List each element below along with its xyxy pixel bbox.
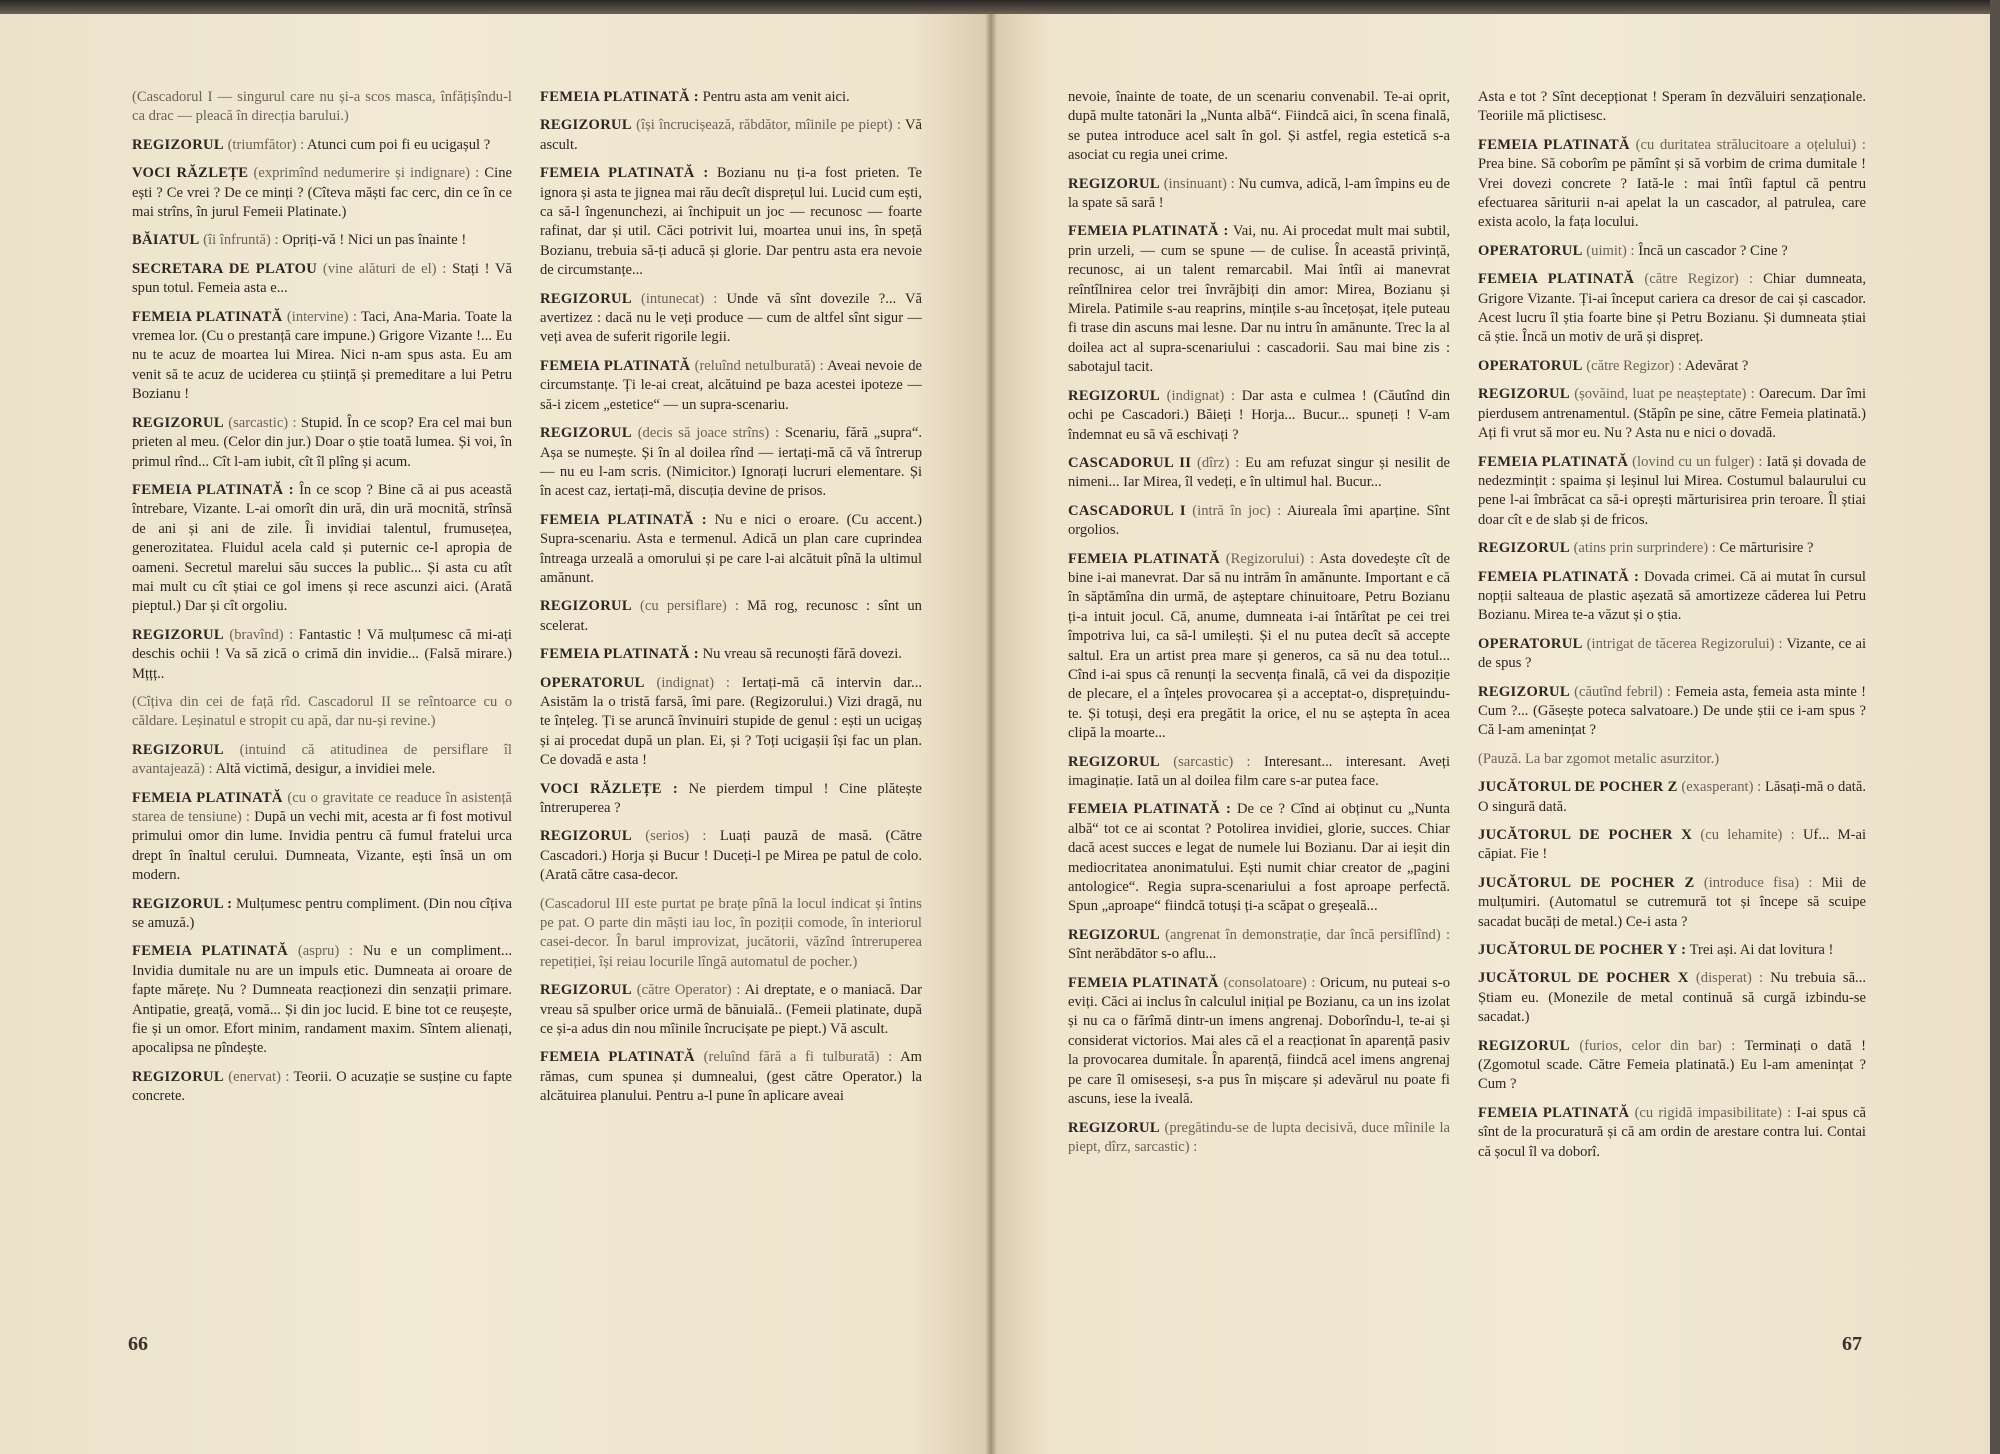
speaker-name: FEMEIA PLATINATĂ — [540, 1049, 695, 1066]
speaker-direction: (dîrz) : — [1197, 454, 1240, 471]
speaker-direction: (vine alături de el) : — [322, 260, 447, 277]
dialogue-line — [540, 780, 922, 819]
speech-text: Opriți-vă ! Nici un pas înainte ! — [282, 232, 467, 249]
book-gutter — [985, 0, 997, 1454]
dialogue-line — [1068, 926, 1450, 965]
speaker-name: CASCADORUL II — [1068, 454, 1192, 471]
stage-direction: (Pauză. La bar zgomot metalic asurzitor.) — [1478, 750, 1720, 767]
dialogue-line — [132, 231, 512, 250]
speaker-name: OPERATORUL — [1478, 242, 1583, 259]
speaker-name: REGIZORUL — [132, 414, 224, 431]
speaker-direction: (îi înfruntă) : — [203, 232, 279, 249]
speaker-direction: (consolatoare) : — [1223, 974, 1316, 991]
speaker-name: SECRETARA DE PLATOU — [132, 260, 318, 277]
speaker-name: VOCI RĂZLEȚE — [132, 165, 249, 182]
speech-text: Taci, Ana-Maria. Toate la vremea lor. (Cu o prestanță care impune.) Grigore Vizante !... Eu nu te acuz de moartea lui Mirea. Nici n-am spus asta. Eu am venit să te acuz de uciderea cu știință și premeditare a lui Petru Bozianu ! — [132, 308, 512, 403]
speaker-name: JUCĂTORUL DE POCHER Y : — [1478, 942, 1687, 959]
speaker-direction: (serios) : — [645, 828, 707, 845]
speaker-direction: (disperat) : — [1695, 970, 1764, 987]
dialogue-line — [1478, 453, 1866, 531]
speech-text: Încă un cascador ? Cine ? — [1638, 242, 1788, 259]
speech-text: Chiar dumneata, Grigore Vizante. Ți-ai început cariera ca dresor de cai și cascador. Acest lucru îl știa foarte bine și Petru Bozianu. Și dumneata știai că știe. Încă un motiv de ură și dispreț. — [1478, 271, 1866, 346]
speech-text: I-ai spus că sînt de la procuratură și că am ordin de arestare contra lui. Contai că șocul îl va doborî. — [1478, 1104, 1866, 1160]
dialogue-line — [540, 645, 922, 664]
speech-text: Vizante, ce ai de spus ? — [1478, 635, 1866, 672]
speech-text: Nu cumva, adică, l-am împins eu de la spate să sară ! — [1068, 175, 1450, 212]
speech-text: Stați ! Vă spun totul. Femeia asta e... — [132, 260, 512, 297]
left-page-column-1 — [132, 88, 512, 1318]
speech-text: În ce scop ? Bine că ai pus această întrebare, Vizante. L-ai omorît din ură, din ură mocnită, strînsă de ani și ani de zile. Îi invidiai talentul, frumusețea, generozitatea. Fluidul acela cald și puternic ce-l apropia de oameni. Secretul marelui său succes la public... Și asta cu atît mai mult cu cît știai ce gol imens și rece ascunzi aici. (Arată pieptul.) Dar și cît orgoliu. — [132, 481, 512, 615]
dialogue-line — [1478, 778, 1866, 817]
speaker-name: JUCĂTORUL DE POCHER X — [1478, 827, 1693, 843]
dialogue-line — [540, 1048, 922, 1106]
speech-text: Ne pierdem timpul ! Cine plătește întreruperea ? — [540, 780, 922, 816]
speaker-direction: (intuind că atitudinea de persiflare îl avantajează) : — [132, 741, 512, 778]
speaker-name: FEMEIA PLATINATĂ — [132, 308, 283, 325]
speaker-name: REGIZORUL — [1068, 175, 1160, 192]
speaker-direction: (indignat) : — [656, 674, 730, 691]
dialogue-line — [1068, 800, 1450, 916]
speech-text: Prea bine. Să coborîm pe pămînt și să vorbim de crima dumitale ! Vrei dovezi concrete ? Iată-le : mai întîi faptul că pentru efectuarea săriturii n-ai apelat la un cascador, al patrulea, care exista acolo, la fața locului. — [1478, 156, 1866, 231]
speech-text: Dovada crimei. Că ai mutat în cursul nopții salteaua de plastic așezată să amortizeze căderea lui Petru Bozianu. Mirea te-a văzut și o știa. — [1478, 568, 1866, 624]
speaker-direction: (către Regizor) : — [1586, 357, 1682, 374]
speech-text: Oarecum. Dar îmi pierdusem antrenamentul. (Stăpîn pe sine, către Femeia platinată.) Ați fi vrut să mor eu. Nu ? Asta nu e nici o dovadă. — [1478, 386, 1866, 442]
speaker-name: FEMEIA PLATINATĂ — [540, 357, 691, 374]
speaker-name: REGIZORUL — [1478, 386, 1570, 403]
dialogue-line — [540, 981, 922, 1039]
speaker-direction: (cu persiflare) : — [640, 598, 739, 615]
speech-text: Pentru asta am venit aici. — [702, 89, 850, 105]
dialogue-line — [132, 741, 512, 780]
dialogue-line — [540, 116, 922, 155]
speech-text: Vă ascult. — [540, 117, 922, 153]
continued-speech: nevoie, înainte de toate, de un scenariu convenabil. Te-ai oprit, după multe tatonări la „Nunta albă“. Fiindcă aici, în scena finală, se putea introduce acel salt în gol. Și astfel, regia estetică s-a asociat cu regia unei crime. — [1068, 89, 1450, 164]
speaker-name: REGIZORUL — [540, 982, 632, 999]
speaker-name: FEMEIA PLATINATĂ : — [132, 481, 294, 498]
right-page — [990, 0, 2000, 1454]
speaker-name: REGIZORUL : — [132, 895, 233, 912]
dialogue-line — [540, 357, 922, 415]
speaker-name: FEMEIA PLATINATĂ : — [540, 165, 709, 182]
speaker-name: FEMEIA PLATINATĂ — [1068, 550, 1220, 567]
top-edge — [0, 0, 2000, 14]
dialogue-line — [540, 164, 922, 280]
speaker-direction: (furios, celor din bar) : — [1579, 1037, 1736, 1054]
speaker-name: REGIZORUL — [132, 1068, 224, 1085]
dialogue-line — [1478, 1037, 1866, 1095]
dialogue-line — [1478, 826, 1866, 865]
speaker-name: REGIZORUL — [540, 598, 632, 615]
speech-text: După un vechi mit, acesta ar fi fost motivul primului omor din lume. Invidia pentru că fumul fratelui urca drept în înaltul cerului. Dumneata, Vizante, ești însă un om modern. — [132, 809, 512, 884]
speaker-name: OPERATORUL — [540, 674, 645, 691]
speaker-name: CASCADORUL I — [1068, 502, 1186, 519]
speaker-direction: (angrenat în demonstrație, dar încă persiflînd) : — [1165, 926, 1450, 943]
speech-text: Interesant... interesant. Aveți imaginație. Iată un al doilea film care s-ar putea face. — [1068, 753, 1450, 789]
speaker-direction: (reluînd fără a fi tulburată) : — [703, 1049, 893, 1066]
speech-text: Nu vreau să recunoști fără dovezi. — [702, 646, 902, 663]
speaker-direction: (către Operator) : — [636, 982, 741, 999]
speech-text: Mulțumesc pentru compliment. (Din nou cîțiva se amuză.) — [132, 895, 512, 932]
dialogue-line — [1068, 222, 1450, 377]
speaker-name: JUCĂTORUL DE POCHER Z — [1478, 874, 1695, 891]
speaker-name: REGIZORUL — [132, 136, 224, 153]
dialogue-line — [1478, 635, 1866, 674]
speaker-direction: (cu o gravitate ce readuce în asistență starea de tensiune) : — [132, 789, 512, 825]
speaker-direction: (intunecat) : — [641, 290, 718, 307]
dialogue-line — [132, 481, 512, 617]
speech-text: Lăsați-mă o dată. O singură dată. — [1478, 779, 1866, 815]
right-page-column-1 — [1068, 88, 1450, 1318]
speech-text: Iertați-mă că intervin dar... Asistăm la o tristă farsă, îmi pare. (Regizorului.) Vizi dragă, nu te înțeleg. Ți se aruncă învinuiri stupide de genul : ești un ucigaș și ai procedat după un plan. Ei, și ? Toți ucigașii își fac un plan. Ce dovadă e asta ! — [540, 674, 922, 769]
speaker-name: REGIZORUL — [540, 117, 632, 134]
dialogue-line — [132, 942, 512, 1058]
speaker-direction: (căutînd febril) : — [1574, 683, 1671, 700]
dialogue-line — [1478, 941, 1866, 960]
dialogue-line — [540, 88, 922, 107]
speech-text: Sînt nerăbdător s-o aflu... — [1068, 946, 1217, 963]
speech-text: Ai dreptate, e o maniacă. Dar vreau să spulber orice urmă de bănuială.. (Femeii platinate, după ce și-a adus din nou mîinile încrucișate pe piept.) Vă ascult. — [540, 982, 922, 1038]
speech-text: Uf... M-ai căpiat. Fie ! — [1478, 827, 1866, 863]
dialogue-line — [540, 597, 922, 636]
dialogue-line — [1068, 550, 1450, 744]
speaker-name: REGIZORUL — [540, 425, 632, 442]
speaker-name: FEMEIA PLATINATĂ — [1068, 974, 1219, 991]
speech-text: Stupid. În ce scop? Era cel mai bun prieten al meu. (Celor din jur.) Doar o știe toată lumea. Și voi, în primul rînd... Cît l-am iubit, cît îl plîng și acum. — [132, 414, 512, 470]
speaker-name: REGIZORUL — [1068, 1119, 1160, 1136]
speaker-name: FEMEIA PLATINATĂ : — [540, 89, 699, 105]
speech-text: Atunci cum poi fi eu ucigașul ? — [307, 136, 491, 153]
speaker-name: FEMEIA PLATINATĂ — [1478, 453, 1629, 470]
speaker-direction: (insinuant) : — [1163, 175, 1235, 192]
speaker-direction: (enervat) : — [228, 1068, 290, 1085]
speaker-direction: (intră în joc) : — [1192, 502, 1282, 519]
dialogue-line — [1068, 502, 1450, 541]
speech-text: Nu e nici o eroare. (Cu accent.) Supra-scenariu. Asta e termenul. Adică un plan care cuprindea întreaga urzeală a omorului și pe care l-ai alcătuit pînă la ultimul amănunt. — [540, 511, 922, 586]
dialogue-line — [1478, 874, 1866, 932]
speech-text: Dar asta e culmea ! (Căutînd din ochi pe Cascadori.) Băieți ! Horja... Bucur... spuneți ! V-am îndemnat eu să vă eschivați ? — [1068, 387, 1450, 443]
dialogue-line — [1068, 1119, 1450, 1158]
speaker-direction: (către Regizor) : — [1644, 271, 1753, 288]
speaker-direction: (decis să joace strîns) : — [637, 425, 780, 442]
continued-speech: Asta e tot ? Sînt decepționat ! Speram în dezvăluiri senzaționale. Teoriile mă plictisesc. — [1478, 89, 1866, 125]
dialogue-line — [132, 260, 512, 299]
speech-text: Oricum, nu puteai s-o eviți. Căci ai inclus în calculul inițial pe Bozianu, ca un ins izolat și nu ca o fărîmă dintr-un imens angrenaj. Doborîndu-l, te-ai și considerat victorios. Mai ales că el a reacționat în aparență pasiv la provocarea dumitale. În aparență, fiindcă acel imens angrenaj pe care îl omiseseși, s-a pus în mișcare și adevărul nu poate fi ascuns, iese la iveală. — [1068, 974, 1450, 1108]
speaker-name: FEMEIA PLATINATĂ — [132, 789, 283, 806]
left-page-column-2 — [540, 88, 922, 1318]
speaker-name: FEMEIA PLATINATĂ : — [1068, 801, 1232, 818]
speaker-name: FEMEIA PLATINATĂ : — [540, 646, 699, 663]
left-page — [0, 0, 990, 1454]
speaker-direction: (exasperant) : — [1681, 779, 1762, 796]
speaker-direction: (cu lehamite) : — [1700, 827, 1795, 843]
speaker-direction: (introduce fisa) : — [1703, 874, 1813, 891]
dialogue-line — [540, 290, 922, 348]
speaker-name: REGIZORUL — [1478, 540, 1570, 557]
speaker-name: REGIZORUL — [540, 828, 632, 845]
speaker-name: FEMEIA PLATINATĂ — [1478, 1104, 1630, 1121]
speech-text: Adevărat ? — [1684, 357, 1749, 374]
speaker-direction: (aspru) : — [297, 943, 354, 960]
dialogue-line — [132, 136, 512, 155]
speech-text: Vai, nu. Ai procedat mult mai subtil, prin urzeli, — cum se spune — de culise. În această privință, recunosc, ai un talent remarcabil. Mai întîi ai manevrat reîntîlnirea celor trei învrăjbiți din amor: Mirea, Bozianu și Mirela. Patimile s-au reaprins, mințile s-au încețoșat, ițele puteau fi trase din ascuns mai lesne. Dar nu intru în amănunte. Trec la al doilea act al supra-scenariului : cascadorii. Sau mai bine zis : sabotajul tacit. — [1068, 223, 1450, 376]
speaker-name: OPERATORUL — [1478, 357, 1583, 374]
speech-text: Unde vă sînt dovezile ?... Vă avertizez : dacă nu le veți produce — cum de altfel sînt sigur — veți avea de suferit rigorile legii. — [540, 290, 922, 346]
right-edge — [1990, 0, 2000, 1454]
speaker-direction: (sarcastic) : — [1173, 753, 1251, 770]
speaker-direction: (triumfător) : — [227, 136, 305, 153]
speaker-name: REGIZORUL — [1478, 1037, 1570, 1054]
speaker-name: REGIZORUL — [132, 741, 224, 758]
speech-text: Teorii. O acuzație se susține cu fapte concrete. — [132, 1068, 512, 1105]
speech-text: Iată și dovada de nedezmințit : spaima și leșinul lui Mirea. Costumul balaurului cu pene l-ai îmbrăcat ca să-i oprești mărturisirea prin teroare. Îl știai doar cît e de slab și de fricos. — [1478, 453, 1866, 528]
speech-text: Terminați o dată ! (Zgomotul scade. Către Femeia platinată.) Eu l-am amenințat ? Cum ? — [1478, 1037, 1866, 1093]
page-number: 66 — [128, 1333, 148, 1355]
speech-text: Asta dovedește cît de bine i-ai manevrat. Dar să nu intrăm în amănunte. Important e că în săptămîna din urmă, de așteptare chinuitoare, Petru Bozianu ți-a intuit jocul. Că, anume, dumneata i-ai întărîtat pe cei trei împotriva lui, ca să-l umilești. Și el nu putea decît să accepte saltul. Era un artist prea mare și generos, ca să nu dea totul... Cînd i-ai spus că renunți la secvența finală, că vei da dispoziție de plecare, el a înțeles provocarea și a acceptat-o, disprețuindu-te. Și totuși, deși era pregătit la orice, el nu se aștepta în acea clipă la moarte... — [1068, 550, 1450, 742]
speech-text: Ce mărturisire ? — [1719, 540, 1814, 557]
speaker-direction: (exprimînd nedumerire și indignare) : — [253, 165, 480, 182]
speech-text: Aiureala îmi aparține. Sînt orgolios. — [1068, 502, 1450, 539]
dialogue-line — [1478, 357, 1866, 376]
speaker-direction: (cu rigidă impasibilitate) : — [1634, 1104, 1792, 1121]
speaker-name: FEMEIA PLATINATĂ — [1478, 271, 1635, 288]
speaker-direction: (reluînd netulburată) : — [694, 357, 824, 374]
speaker-direction: (pregătindu-se de lupta decisivă, duce mîinile la piept, dîrz, sarcastic) : — [1068, 1119, 1450, 1155]
speech-text: Fantastic ! Vă mulțumesc că mi-ați deschis ochii ! Va să zică o crimă din invidie... (Falsă mirare.) Mțțț.. — [132, 626, 512, 682]
speech-text: Bozianu nu ți-a fost prieten. Te ignora și asta te jignea mai rău decît disprețul lui. Lucid cum ești, ca să-l îngenunchezi, ai închipuit un joc — recunosc — foarte rafinat, dar și util. Căci potrivit lui, moartea unui ins, în speță Bozianu, trebuia să-ți aducă și glorie. Dar pentru asta era nevoie de circumstanțe... — [540, 165, 922, 279]
dialogue-line — [1478, 969, 1866, 1027]
speaker-direction: (sarcastic) : — [228, 414, 297, 431]
speaker-name: FEMEIA PLATINATĂ — [1478, 136, 1630, 153]
dialogue-line — [1478, 568, 1866, 626]
dialogue-line — [540, 674, 922, 771]
dialogue-line — [132, 414, 512, 472]
stage-direction: (Cîțiva din cei de față rîd. Cascadorul II se reîntoarce cu o căldare. Leșinatul e stropit cu apă, dar nu-și revine.) — [132, 693, 512, 730]
speaker-name: FEMEIA PLATINATĂ — [132, 943, 288, 960]
stage-direction: (Cascadorul I — singurul care nu și-a scos masca, înfățișîndu-l ca drac — pleacă în direcția barului.) — [132, 89, 512, 125]
dialogue-line — [132, 895, 512, 934]
speaker-name: REGIZORUL — [540, 290, 632, 307]
dialogue-line — [1068, 175, 1450, 214]
speaker-direction: (cu duritatea strălucitoare a oțelului) : — [1635, 136, 1866, 153]
speaker-name: FEMEIA PLATINATĂ : — [1478, 568, 1640, 585]
dialogue-line — [540, 827, 922, 885]
speaker-name: FEMEIA PLATINATĂ : — [1068, 223, 1229, 240]
dialogue-line — [1478, 683, 1866, 741]
right-page-column-2 — [1478, 88, 1866, 1318]
speech-text: Altă victimă, desigur, a invidiei mele. — [215, 761, 436, 778]
speech-text: De ce ? Cînd ai obținut cu „Nunta albă“ tot ce ai scontat ? Potolirea invidiei, glorie, succes. Chiar dacă acest succes e legat de numele lui Bozianu. Dar ai ieșit din mediocritatea anonimatului. Ești numit chiar creator de „pagini antologice“. Regia supra-scenariului a fost aproape perfectă. Spun „aproape“ fiindcă totuși ți-a scăpat o greșeală... — [1068, 801, 1450, 915]
speaker-direction: (atins prin surprindere) : — [1573, 540, 1716, 557]
speaker-direction: (bravînd) : — [229, 626, 294, 643]
speaker-direction: (își încrucișează, răbdător, mîinile pe piept) : — [636, 117, 901, 134]
speaker-name: FEMEIA PLATINATĂ : — [540, 511, 707, 528]
speech-text: Trei ași. Ai dat lovitura ! — [1689, 942, 1834, 959]
speech-text: Nu e un compliment... Invidia dumitale nu are un impuls etic. Dumneata ai oroare de fapte mărețe. Nu ? Dumneata reacționezi din senzații primare. Antipatie, greață, vomă... Și din joc lucid. E bine tot ce reușește, fie și un omor. Efort minim, randament maxim. Sîntem alienați, apocalipsa ne pîndește. — [132, 943, 512, 1057]
speech-text: Femeia asta, femeia asta minte ! Cum ?... (Găsește poteca salvatoare.) De unde știi ce i-am spus ? Că l-am amenințat ? — [1478, 683, 1866, 739]
dialogue-line — [132, 789, 512, 886]
dialogue-line — [540, 511, 922, 589]
speaker-name: JUCĂTORUL DE POCHER X — [1478, 970, 1689, 987]
speech-text: Cine ești ? Ce vrei ? De ce minți ? (Cîteva măști fac cerc, din ce în ce mai strîns, în jurul Femeii Platinate.) — [132, 165, 512, 221]
speaker-direction: (șovăind, luat pe neașteptate) : — [1574, 386, 1755, 403]
dialogue-line — [540, 424, 922, 502]
speech-text: Mă rog, recunosc : sînt un scelerat. — [540, 598, 922, 634]
dialogue-line — [132, 1068, 512, 1107]
speech-text: Scenariu, fără „supra“. Așa se numește. Și în al doilea rînd — iertați-mă că vă întrerup — nu eu l-am scris. (Nimicitor.) Ignorați lucruri elementare. Și în acest caz, iertați-mă, discuția devine de prisos. — [540, 425, 922, 500]
speech-text: Eu am refuzat singur și nesilit de nimeni... Iar Mirea, îl vedeți, e în ultimul hal. Bucur... — [1068, 454, 1450, 491]
dialogue-line — [1478, 1104, 1866, 1162]
dialogue-line — [1068, 753, 1450, 792]
dialogue-line — [1478, 242, 1866, 261]
speaker-name: JUCĂTORUL DE POCHER Z — [1478, 779, 1678, 796]
dialogue-line — [1478, 270, 1866, 348]
dialogue-line — [1478, 385, 1866, 443]
speech-text: Aveai nevoie de circumstanțe. Ți le-ai creat, alcătuind pe baza acestei ipoteze — să-i zicem „estetice“ — un supra-scenariu. — [540, 357, 922, 413]
page-number: 67 — [1842, 1333, 1862, 1355]
stage-direction: (Cascadorul III este purtat pe brațe pînă la locul indicat și întins pe pat. O parte din măști iau loc, în poziții comode, în interiorul casei-decor. În barul improvizat, jucătorii, văzînd întreruperea repetiției, își reiau locurile lîngă automatul de pocher.) — [540, 895, 922, 970]
speaker-name: REGIZORUL — [1068, 387, 1160, 404]
dialogue-line — [132, 164, 512, 222]
speaker-direction: (intervine) : — [286, 308, 357, 325]
dialogue-line — [1478, 539, 1866, 558]
dialogue-line — [1068, 974, 1450, 1110]
speaker-name: VOCI RĂZLEȚE : — [540, 780, 678, 797]
speaker-name: BĂIATUL — [132, 232, 200, 249]
speech-text: Am rămas, cum spunea și dumnealui, (gest către Operator.) la alcătuirea planului. Pentru a-l pune în aplicare aveai — [540, 1049, 922, 1105]
dialogue-line — [1478, 136, 1866, 233]
dialogue-line — [1068, 454, 1450, 493]
speaker-direction: (intrigat de tăcerea Regizorului) : — [1586, 635, 1783, 652]
speaker-direction: (Regizorului) : — [1225, 550, 1315, 567]
speaker-name: REGIZORUL — [1478, 683, 1570, 700]
speech-text: Luați pauză de masă. (Către Cascadori.) Horja și Bucur ! Duceți-l pe Mirea pe patul de colo. (Arată către casa-decor. — [540, 828, 922, 884]
dialogue-line — [1068, 387, 1450, 445]
dialogue-line — [132, 308, 512, 405]
speech-text: Nu trebuia să... Știam eu. (Monezile de metal continuă să curgă izbindu-se sacadat.) — [1478, 970, 1866, 1026]
speaker-name: REGIZORUL — [1068, 753, 1160, 770]
speech-text: Mii de mulțumiri. (Automatul se cutremură tot și începe să scuipe sacadat bucăți de metal.) Ce-i asta ? — [1478, 874, 1866, 930]
speaker-name: REGIZORUL — [1068, 926, 1160, 943]
speaker-direction: (uimit) : — [1586, 242, 1635, 259]
speaker-direction: (indignat) : — [1166, 387, 1236, 404]
speaker-direction: (lovind cu un fulger) : — [1632, 453, 1763, 470]
dialogue-line — [132, 626, 512, 684]
speaker-name: OPERATORUL — [1478, 635, 1583, 652]
speaker-name: REGIZORUL — [132, 626, 224, 643]
